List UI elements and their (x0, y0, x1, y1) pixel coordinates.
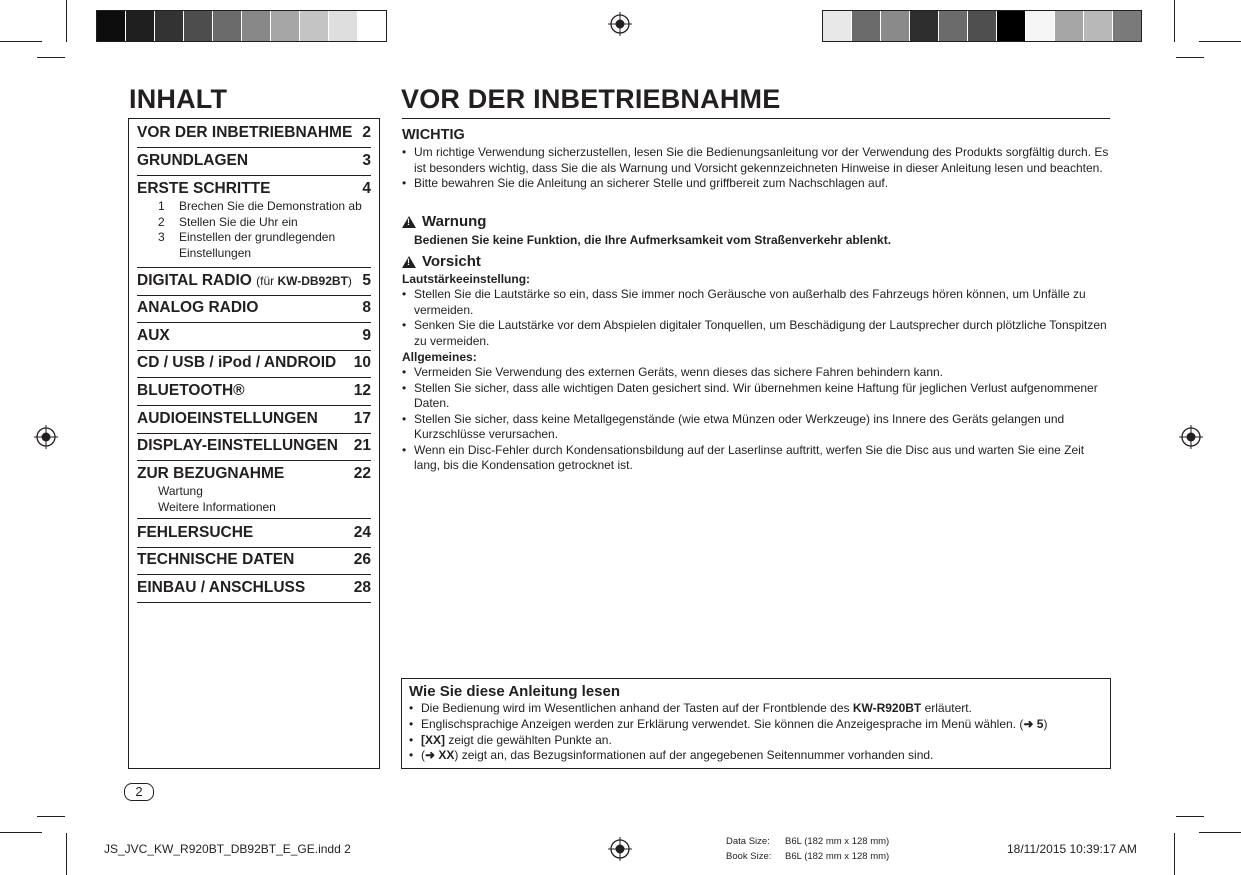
color-swatch (97, 11, 126, 41)
toc-entry[interactable]: ERSTE SCHRITTE 4 1 Brechen Sie die Demonstration ab 2 Stellen Sie die Uhr ein 3 Einstellen der grundlegenden Einstellungen (137, 179, 371, 268)
color-bar-left (96, 10, 387, 42)
color-swatch (242, 11, 271, 41)
subheading-volume: Lautstärkeeinstellung: (402, 272, 531, 286)
list-item: • Stellen Sie die Lautstärke so ein, dass Sie immer noch Geräusche von außerhalb des Fahrzeugs hören können, um Unfälle zu vermeiden. (402, 287, 1110, 318)
color-swatch (1113, 11, 1141, 41)
toc-entry[interactable]: VOR DER INBETRIEBNAHME 2 (137, 123, 371, 148)
footer-size-values: B6L (182 mm x 128 mm) B6L (182 mm x 128 mm) (785, 836, 890, 862)
list-item: • Wenn ein Disc-Fehler durch Kondensationsbildung auf der Laserlinse auftritt, werfen Sie die Disc aus und warten Sie eine Zeit lang, bis die Kondensation getrocknet ist. (402, 443, 1110, 474)
color-swatch (300, 11, 329, 41)
caution-icon (402, 256, 416, 268)
how-to-read-box (401, 678, 1111, 769)
color-swatch (213, 11, 242, 41)
list-item: • Senken Sie die Lautstärke vor dem Abspielen digitaler Tonquellen, um Beschädigung der Lautsprecher durch plötzliche Tonspitzen zu vermeiden. (402, 318, 1110, 349)
color-swatch (852, 11, 881, 41)
footer-timestamp: 18/11/2015 10:39:17 AM (1007, 842, 1137, 856)
subheading-general: Allgemeines: (402, 350, 477, 364)
page-title: VOR DER INBETRIEBNAHME (401, 84, 781, 114)
registration-mark-icon (34, 425, 58, 449)
list-item: • Stellen Sie sicher, dass alle wichtigen Daten gesichert sind. Wir übernehmen keine Haftung für jeglichen Verlust aufgenommener Daten. (402, 381, 1110, 412)
list-item: • [XX] zeigt die gewählten Punkte an. (409, 733, 1099, 749)
color-swatch (823, 11, 852, 41)
color-swatch (881, 11, 910, 41)
color-swatch (1026, 11, 1055, 41)
general-list (402, 365, 1110, 474)
list-item: • Vermeiden Sie Verwendung des externen Geräts, wenn dieses das sichere Fahren behindern kann. (402, 365, 1110, 381)
warning-icon (402, 216, 416, 228)
page-number: 2 (124, 783, 154, 801)
color-swatch (271, 11, 300, 41)
toc-entry[interactable]: GRUNDLAGEN 3 (137, 151, 371, 176)
toc-entry[interactable]: EINBAU / ANSCHLUSS 28 (137, 578, 371, 603)
registration-mark-icon (608, 837, 632, 861)
color-swatch (126, 11, 155, 41)
registration-mark-icon (1179, 425, 1203, 449)
toc-entry[interactable]: TECHNISCHE DATEN 26 (137, 550, 371, 575)
toc-entry[interactable]: AUDIOEINSTELLUNGEN 17 (137, 409, 371, 434)
footer-size-labels: Data Size: Book Size: (726, 836, 772, 862)
list-item: • Um richtige Verwendung sicherzustellen, lesen Sie die Bedienungsanleitung vor der Verwendung des Produkts sorgfältig durch. Es ist besonders wichtig, dass Sie die als Warnung und Vorsicht gekennzeichneten Hinweise in dieser Anleitung lesen und beachten. (402, 145, 1110, 176)
table-of-contents (128, 118, 380, 769)
warning-text: Bedienen Sie keine Funktion, die Ihre Aufmerksamkeit vom Straßenverkehr ablenkt. (414, 233, 892, 247)
list-item: • Die Bedienung wird im Wesentlichen anhand der Tasten auf der Frontblende des KW-R920BT erläutert. (409, 701, 1099, 717)
color-swatch (155, 11, 184, 41)
color-swatch (910, 11, 939, 41)
list-item: • Bitte bewahren Sie die Anleitung an sicherer Stelle und griffbereit zum Nachschlagen auf. (402, 176, 1110, 192)
list-item: • (➜ XX) zeigt an, das Bezugsinformationen auf der angegebenen Seitennummer vorhanden sind. (409, 748, 1099, 764)
registration-mark-icon (608, 12, 632, 36)
toc-entry[interactable]: AUX 9 (137, 326, 371, 351)
caution-heading: ! Vorsicht (402, 253, 481, 270)
arrow-icon: ➜ (425, 748, 436, 763)
color-swatch (939, 11, 968, 41)
color-swatch (184, 11, 213, 41)
toc-entry[interactable]: ANALOG RADIO 8 (137, 298, 371, 323)
arrow-icon: ➜ (1023, 716, 1034, 731)
how-to-heading: Wie Sie diese Anleitung lesen (409, 683, 621, 700)
color-swatch (358, 11, 386, 41)
color-swatch (1055, 11, 1084, 41)
toc-entry[interactable]: BLUETOOTH® 12 (137, 381, 371, 406)
toc-title: INHALT (129, 84, 228, 114)
section-heading-wichtig: WICHTIG (402, 127, 465, 143)
color-swatch (968, 11, 997, 41)
toc-entry[interactable]: DIGITAL RADIO (für KW-DB92BT) 5 (137, 271, 371, 296)
toc-entry[interactable]: FEHLERSUCHE 24 (137, 523, 371, 548)
wichtig-list (402, 145, 1110, 192)
color-swatch (997, 11, 1026, 41)
color-bar-right (822, 10, 1142, 42)
list-item: • Stellen Sie sicher, dass keine Metallgegenstände (wie etwa Münzen oder Werkzeuge) ins Innere des Geräts gelangen und Kurzschlüsse verursachen. (402, 412, 1110, 443)
color-swatch (329, 11, 358, 41)
list-item: • Englischsprachige Anzeigen werden zur Erklärung verwendet. Sie können die Anzeigesprache im Menü wählen. (➜ 5) (409, 717, 1099, 733)
footer-filename: JS_JVC_KW_R920BT_DB92BT_E_GE.indd 2 (104, 842, 351, 856)
toc-entry[interactable]: DISPLAY-EINSTELLUNGEN 21 (137, 436, 371, 461)
warning-heading: ! Warnung (402, 213, 486, 230)
toc-entry[interactable]: CD / USB / iPod / ANDROID 10 (137, 353, 371, 378)
volume-list (402, 287, 1110, 349)
color-swatch (1084, 11, 1113, 41)
title-rule (402, 118, 1110, 119)
toc-entry[interactable]: ZUR BEZUGNAHME 22 Wartung Weitere Informationen (137, 464, 371, 519)
